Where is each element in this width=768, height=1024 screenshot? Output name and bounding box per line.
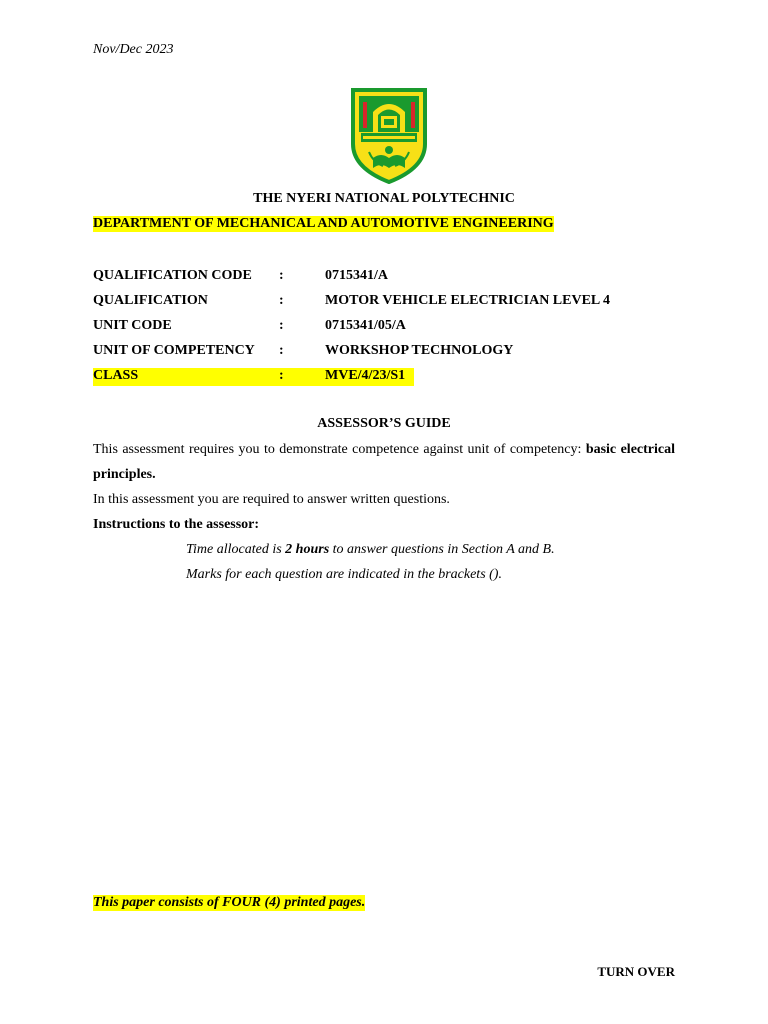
guide-written-paragraph: In this assessment you are required to answer written questions. <box>93 492 450 507</box>
assessors-guide-title: ASSESSOR’S GUIDE <box>317 416 451 431</box>
info-label: CLASS <box>93 368 139 383</box>
page-count-note: This paper consists of FOUR (4) printed pages. <box>93 895 366 910</box>
marks-note-line: Marks for each question are indicated in the brackets (). <box>186 567 502 582</box>
time-duration: 2 hours <box>285 542 330 557</box>
turn-over-label: TURN OVER <box>597 964 675 979</box>
time-prefix: Time allocated is <box>186 542 286 557</box>
info-row-qualification-code <box>93 268 393 290</box>
unit-of-competency-name: basic electrical principles. <box>93 442 675 482</box>
nyeri-polytechnic-crest-icon <box>349 86 429 184</box>
info-label: UNIT OF COMPETENCY <box>93 343 255 358</box>
info-label: QUALIFICATION CODE <box>93 268 252 283</box>
guide-intro-paragraph <box>93 437 675 487</box>
info-colon: : <box>279 318 284 333</box>
info-value: MOTOR VEHICLE ELECTRICIAN LEVEL 4 <box>325 293 610 308</box>
info-row-unit-of-competency <box>93 343 553 365</box>
info-value: MVE/4/23/S1 <box>325 368 406 383</box>
time-allocated-line <box>186 542 555 558</box>
info-colon: : <box>279 293 284 308</box>
time-suffix: to answer questions in Section A and B. <box>329 542 555 557</box>
info-colon: : <box>279 368 284 383</box>
info-label: UNIT CODE <box>93 318 172 333</box>
info-label: QUALIFICATION <box>93 293 208 308</box>
exam-date: Nov/Dec 2023 <box>93 42 174 57</box>
info-colon: : <box>279 343 284 358</box>
instructions-heading: Instructions to the assessor: <box>93 517 260 532</box>
info-row-qualification <box>93 293 653 315</box>
info-value: WORKSHOP TECHNOLOGY <box>325 343 514 358</box>
info-value: 0715341/A <box>325 268 388 283</box>
info-row-unit-code <box>93 318 413 340</box>
info-row-class <box>93 368 414 386</box>
department-name: DEPARTMENT OF MECHANICAL AND AUTOMOTIVE ENGINEERING <box>93 216 554 231</box>
guide-intro-text: This assessment requires you to demonstrate competence against unit of competency: <box>93 442 586 457</box>
institution-name: THE NYERI NATIONAL POLYTECHNIC <box>253 191 515 206</box>
info-colon: : <box>279 268 284 283</box>
info-value: 0715341/05/A <box>325 318 406 333</box>
